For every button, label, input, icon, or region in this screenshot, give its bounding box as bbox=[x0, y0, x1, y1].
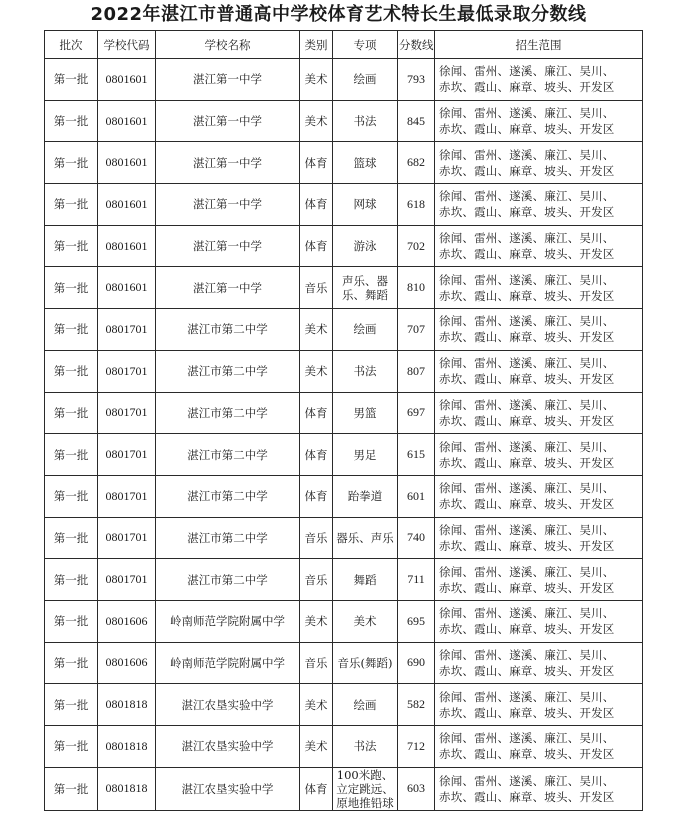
score-cell: 601 bbox=[398, 475, 435, 517]
school-code-cell: 0801701 bbox=[98, 434, 156, 476]
table-row bbox=[45, 642, 643, 684]
range-line-1: 徐闻、雷州、遂溪、廉江、吴川、 bbox=[439, 64, 615, 79]
batch-cell: 第一批 bbox=[45, 475, 98, 517]
category-cell: 美术 bbox=[300, 59, 333, 101]
school-name-cell: 湛江市第二中学 bbox=[156, 350, 300, 392]
range-line-2: 赤坎、霞山、麻章、坡头、开发区 bbox=[439, 663, 615, 678]
batch-cell: 第一批 bbox=[45, 59, 98, 101]
score-cell: 682 bbox=[398, 142, 435, 184]
batch-cell: 第一批 bbox=[45, 184, 98, 226]
category-cell: 体育 bbox=[300, 767, 333, 810]
school-name-cell: 湛江市第二中学 bbox=[156, 559, 300, 601]
score-cell: 618 bbox=[398, 184, 435, 226]
school-code-cell: 0801701 bbox=[98, 517, 156, 559]
category-cell: 音乐 bbox=[300, 642, 333, 684]
enrollment-range-cell bbox=[435, 767, 643, 810]
school-code-cell: 0801818 bbox=[98, 684, 156, 726]
school-code-cell: 0801606 bbox=[98, 600, 156, 642]
score-cell: 845 bbox=[398, 100, 435, 142]
specialty-cell: 声乐、器乐、舞蹈 bbox=[333, 267, 398, 309]
header-row bbox=[45, 31, 643, 59]
school-name-cell: 湛江市第二中学 bbox=[156, 434, 300, 476]
category-cell: 体育 bbox=[300, 475, 333, 517]
enrollment-range-cell bbox=[435, 350, 643, 392]
school-code-cell: 0801601 bbox=[98, 267, 156, 309]
category-cell: 美术 bbox=[300, 726, 333, 768]
batch-cell: 第一批 bbox=[45, 559, 98, 601]
specialty-cell: 跆拳道 bbox=[333, 475, 398, 517]
range-line-1: 徐闻、雷州、遂溪、廉江、吴川、 bbox=[439, 189, 615, 204]
enrollment-range-cell bbox=[435, 600, 643, 642]
batch-cell: 第一批 bbox=[45, 225, 98, 267]
header-school-code: 学校代码 bbox=[98, 31, 156, 59]
range-line-1: 徐闻、雷州、遂溪、廉江、吴川、 bbox=[439, 481, 615, 496]
batch-cell: 第一批 bbox=[45, 142, 98, 184]
range-line-2: 赤坎、霞山、麻章、坡头、开发区 bbox=[439, 747, 615, 762]
specialty-cell: 网球 bbox=[333, 184, 398, 226]
range-line-2: 赤坎、霞山、麻章、坡头、开发区 bbox=[439, 455, 615, 470]
range-line-2: 赤坎、霞山、麻章、坡头、开发区 bbox=[439, 122, 615, 137]
score-cell: 711 bbox=[398, 559, 435, 601]
header-batch: 批次 bbox=[45, 31, 98, 59]
range-line-1: 徐闻、雷州、遂溪、廉江、吴川、 bbox=[439, 606, 615, 621]
school-name-cell: 湛江第一中学 bbox=[156, 225, 300, 267]
school-name-cell: 湛江市第二中学 bbox=[156, 392, 300, 434]
score-cell: 690 bbox=[398, 642, 435, 684]
table-body bbox=[45, 59, 643, 811]
table-row bbox=[45, 434, 643, 476]
table-row bbox=[45, 767, 643, 810]
specialty-cell: 绘画 bbox=[333, 309, 398, 351]
range-line-2: 赤坎、霞山、麻章、坡头、开发区 bbox=[439, 163, 615, 178]
school-name-cell: 湛江市第二中学 bbox=[156, 475, 300, 517]
category-cell: 体育 bbox=[300, 392, 333, 434]
range-line-1: 徐闻、雷州、遂溪、廉江、吴川、 bbox=[439, 272, 615, 287]
table-row bbox=[45, 517, 643, 559]
specialty-cell: 书法 bbox=[333, 100, 398, 142]
enrollment-range-cell bbox=[435, 517, 643, 559]
score-cell: 702 bbox=[398, 225, 435, 267]
school-name-cell: 湛江市第二中学 bbox=[156, 309, 300, 351]
specialty-cell: 舞蹈 bbox=[333, 559, 398, 601]
school-name-cell: 岭南师范学院附属中学 bbox=[156, 642, 300, 684]
range-line-1: 徐闻、雷州、遂溪、廉江、吴川、 bbox=[439, 314, 615, 329]
specialty-cell: 男足 bbox=[333, 434, 398, 476]
school-name-cell: 湛江第一中学 bbox=[156, 184, 300, 226]
category-cell: 体育 bbox=[300, 434, 333, 476]
score-cell: 615 bbox=[398, 434, 435, 476]
enrollment-range-cell bbox=[435, 184, 643, 226]
table-row bbox=[45, 142, 643, 184]
enrollment-range-cell bbox=[435, 726, 643, 768]
batch-cell: 第一批 bbox=[45, 309, 98, 351]
specialty-cell: 游泳 bbox=[333, 225, 398, 267]
enrollment-range-cell bbox=[435, 225, 643, 267]
specialty-cell: 绘画 bbox=[333, 684, 398, 726]
enrollment-range-cell bbox=[435, 684, 643, 726]
score-cell: 695 bbox=[398, 600, 435, 642]
batch-cell: 第一批 bbox=[45, 642, 98, 684]
category-cell: 美术 bbox=[300, 309, 333, 351]
specialty-cell: 100米跑、立定跳远、原地推铅球 bbox=[333, 767, 398, 810]
table-row bbox=[45, 184, 643, 226]
table-row bbox=[45, 726, 643, 768]
school-name-cell: 湛江农垦实验中学 bbox=[156, 726, 300, 768]
header-school-name: 学校名称 bbox=[156, 31, 300, 59]
enrollment-range-cell bbox=[435, 59, 643, 101]
batch-cell: 第一批 bbox=[45, 434, 98, 476]
table-row bbox=[45, 267, 643, 309]
range-line-1: 徐闻、雷州、遂溪、廉江、吴川、 bbox=[439, 731, 615, 746]
header-specialty: 专项 bbox=[333, 31, 398, 59]
table-row bbox=[45, 392, 643, 434]
school-code-cell: 0801818 bbox=[98, 726, 156, 768]
score-cell: 697 bbox=[398, 392, 435, 434]
batch-cell: 第一批 bbox=[45, 684, 98, 726]
range-line-2: 赤坎、霞山、麻章、坡头、开发区 bbox=[439, 580, 615, 595]
range-line-2: 赤坎、霞山、麻章、坡头、开发区 bbox=[439, 247, 615, 262]
header-score: 分数线 bbox=[398, 31, 435, 59]
range-line-1: 徐闻、雷州、遂溪、廉江、吴川、 bbox=[439, 439, 615, 454]
school-code-cell: 0801601 bbox=[98, 100, 156, 142]
range-line-1: 徐闻、雷州、遂溪、廉江、吴川、 bbox=[439, 564, 615, 579]
batch-cell: 第一批 bbox=[45, 392, 98, 434]
school-name-cell: 湛江第一中学 bbox=[156, 142, 300, 184]
score-cell: 740 bbox=[398, 517, 435, 559]
school-code-cell: 0801701 bbox=[98, 309, 156, 351]
range-line-1: 徐闻、雷州、遂溪、廉江、吴川、 bbox=[439, 773, 615, 788]
category-cell: 美术 bbox=[300, 350, 333, 392]
range-line-1: 徐闻、雷州、遂溪、廉江、吴川、 bbox=[439, 647, 615, 662]
range-line-2: 赤坎、霞山、麻章、坡头、开发区 bbox=[439, 497, 615, 512]
category-cell: 美术 bbox=[300, 100, 333, 142]
score-table bbox=[44, 30, 643, 811]
school-code-cell: 0801701 bbox=[98, 559, 156, 601]
range-line-1: 徐闻、雷州、遂溪、廉江、吴川、 bbox=[439, 106, 615, 121]
header-category: 类别 bbox=[300, 31, 333, 59]
school-name-cell: 湛江农垦实验中学 bbox=[156, 684, 300, 726]
specialty-cell: 音乐(舞蹈) bbox=[333, 642, 398, 684]
school-code-cell: 0801701 bbox=[98, 350, 156, 392]
enrollment-range-cell bbox=[435, 309, 643, 351]
category-cell: 体育 bbox=[300, 184, 333, 226]
score-cell: 712 bbox=[398, 726, 435, 768]
enrollment-range-cell bbox=[435, 142, 643, 184]
category-cell: 音乐 bbox=[300, 267, 333, 309]
table-row bbox=[45, 684, 643, 726]
batch-cell: 第一批 bbox=[45, 517, 98, 559]
range-line-1: 徐闻、雷州、遂溪、廉江、吴川、 bbox=[439, 356, 615, 371]
range-line-1: 徐闻、雷州、遂溪、廉江、吴川、 bbox=[439, 231, 615, 246]
score-cell: 810 bbox=[398, 267, 435, 309]
batch-cell: 第一批 bbox=[45, 350, 98, 392]
batch-cell: 第一批 bbox=[45, 100, 98, 142]
enrollment-range-cell bbox=[435, 267, 643, 309]
range-line-1: 徐闻、雷州、遂溪、廉江、吴川、 bbox=[439, 147, 615, 162]
score-cell: 603 bbox=[398, 767, 435, 810]
specialty-cell: 篮球 bbox=[333, 142, 398, 184]
category-cell: 美术 bbox=[300, 684, 333, 726]
page-title: 2022年湛江市普通高中学校体育艺术特长生最低录取分数线 bbox=[90, 4, 587, 25]
specialty-cell: 器乐、声乐 bbox=[333, 517, 398, 559]
table-row bbox=[45, 59, 643, 101]
range-line-2: 赤坎、霞山、麻章、坡头、开发区 bbox=[439, 789, 615, 804]
specialty-cell: 美术 bbox=[333, 600, 398, 642]
school-code-cell: 0801601 bbox=[98, 225, 156, 267]
table-row bbox=[45, 225, 643, 267]
range-line-2: 赤坎、霞山、麻章、坡头、开发区 bbox=[439, 372, 615, 387]
batch-cell: 第一批 bbox=[45, 267, 98, 309]
table-row bbox=[45, 475, 643, 517]
header-enrollment-range: 招生范围 bbox=[435, 31, 643, 59]
range-line-1: 徐闻、雷州、遂溪、廉江、吴川、 bbox=[439, 397, 615, 412]
school-name-cell: 湛江市第二中学 bbox=[156, 517, 300, 559]
range-line-2: 赤坎、霞山、麻章、坡头、开发区 bbox=[439, 288, 615, 303]
specialty-cell: 绘画 bbox=[333, 59, 398, 101]
specialty-cell: 书法 bbox=[333, 350, 398, 392]
category-cell: 音乐 bbox=[300, 517, 333, 559]
category-cell: 音乐 bbox=[300, 559, 333, 601]
range-line-2: 赤坎、霞山、麻章、坡头、开发区 bbox=[439, 413, 615, 428]
enrollment-range-cell bbox=[435, 100, 643, 142]
school-name-cell: 湛江第一中学 bbox=[156, 267, 300, 309]
school-code-cell: 0801606 bbox=[98, 642, 156, 684]
school-name-cell: 湛江第一中学 bbox=[156, 59, 300, 101]
enrollment-range-cell bbox=[435, 559, 643, 601]
batch-cell: 第一批 bbox=[45, 726, 98, 768]
school-code-cell: 0801818 bbox=[98, 767, 156, 810]
range-line-2: 赤坎、霞山、麻章、坡头、开发区 bbox=[439, 205, 615, 220]
category-cell: 体育 bbox=[300, 142, 333, 184]
table-row bbox=[45, 100, 643, 142]
range-line-1: 徐闻、雷州、遂溪、廉江、吴川、 bbox=[439, 689, 615, 704]
school-name-cell: 湛江第一中学 bbox=[156, 100, 300, 142]
score-cell: 807 bbox=[398, 350, 435, 392]
school-code-cell: 0801701 bbox=[98, 392, 156, 434]
school-code-cell: 0801701 bbox=[98, 475, 156, 517]
range-line-2: 赤坎、霞山、麻章、坡头、开发区 bbox=[439, 705, 615, 720]
score-cell: 582 bbox=[398, 684, 435, 726]
school-name-cell: 岭南师范学院附属中学 bbox=[156, 600, 300, 642]
batch-cell: 第一批 bbox=[45, 600, 98, 642]
batch-cell: 第一批 bbox=[45, 767, 98, 810]
category-cell: 体育 bbox=[300, 225, 333, 267]
range-line-2: 赤坎、霞山、麻章、坡头、开发区 bbox=[439, 80, 615, 95]
table-row bbox=[45, 350, 643, 392]
category-cell: 美术 bbox=[300, 600, 333, 642]
table-row bbox=[45, 600, 643, 642]
table-row bbox=[45, 559, 643, 601]
school-name-cell: 湛江农垦实验中学 bbox=[156, 767, 300, 810]
table-row bbox=[45, 309, 643, 351]
school-code-cell: 0801601 bbox=[98, 142, 156, 184]
score-cell: 793 bbox=[398, 59, 435, 101]
range-line-2: 赤坎、霞山、麻章、坡头、开发区 bbox=[439, 622, 615, 637]
score-cell: 707 bbox=[398, 309, 435, 351]
school-code-cell: 0801601 bbox=[98, 59, 156, 101]
school-code-cell: 0801601 bbox=[98, 184, 156, 226]
range-line-2: 赤坎、霞山、麻章、坡头、开发区 bbox=[439, 330, 615, 345]
enrollment-range-cell bbox=[435, 475, 643, 517]
specialty-cell: 男篮 bbox=[333, 392, 398, 434]
enrollment-range-cell bbox=[435, 434, 643, 476]
range-line-1: 徐闻、雷州、遂溪、廉江、吴川、 bbox=[439, 522, 615, 537]
enrollment-range-cell bbox=[435, 642, 643, 684]
enrollment-range-cell bbox=[435, 392, 643, 434]
range-line-2: 赤坎、霞山、麻章、坡头、开发区 bbox=[439, 538, 615, 553]
specialty-cell: 书法 bbox=[333, 726, 398, 768]
